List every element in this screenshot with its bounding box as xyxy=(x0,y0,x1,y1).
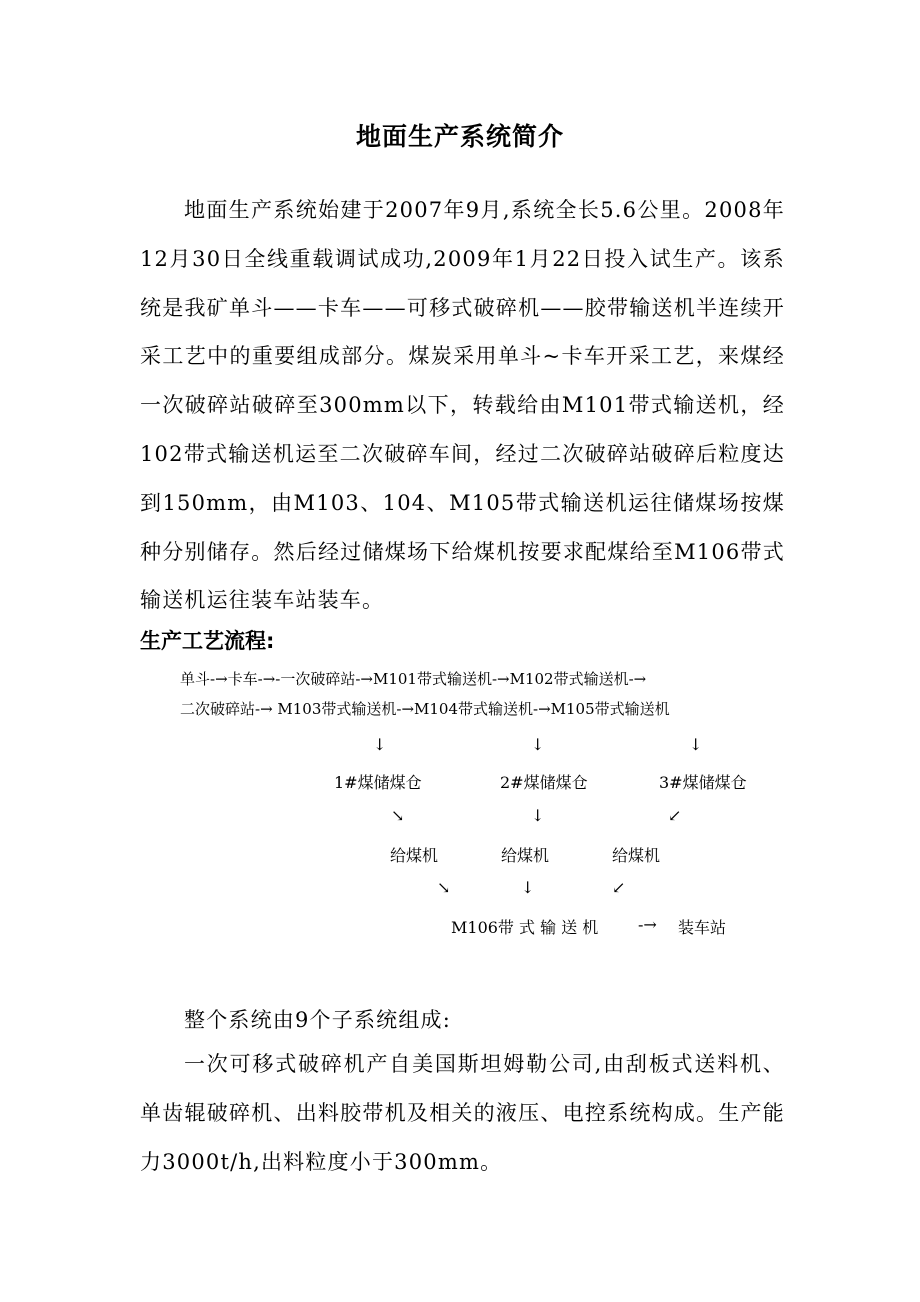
feeder-1: 给煤机 xyxy=(390,846,439,865)
diagonal-left-arrow-icon: ↙ xyxy=(668,806,682,825)
diagonal-right-arrow-icon: ↘ xyxy=(437,878,451,897)
down-arrow-icon: ↓ xyxy=(521,878,535,897)
bunker-2: 2#煤储煤仓 xyxy=(500,773,588,792)
down-arrow-icon: ↓ xyxy=(689,735,703,754)
bunker-3: 3#煤储煤仓 xyxy=(659,773,747,792)
subsystems-intro: 整个系统由9个子系统组成: xyxy=(184,1008,452,1032)
down-arrow-icon: ↓ xyxy=(531,735,545,754)
document-title: 地面生产系统简介 xyxy=(355,122,564,151)
flow-line-2: 二次破碎站-→ M103带式输送机-→M104带式输送机-→M105带式输送机 xyxy=(180,700,670,718)
bunker-1: 1#煤储煤仓 xyxy=(334,773,422,792)
feeder-2: 给煤机 xyxy=(501,846,550,865)
m106-conveyor: M106带 式 输 送 机 xyxy=(451,918,599,937)
down-arrow-icon: ↓ xyxy=(531,806,545,825)
intro-paragraph: 地面生产系统始建于2007年9月,系统全长5.6公里。2008年12月30日全线重载调试成功,2009年1月22日投入试生产。该系统是我矿单斗——卡车——可移式破碎机——胶带输送机半连续开采工艺中的重要组成部分。煤炭采用单斗~卡车开采工艺，来煤经一次破碎站破碎至300mm以下，转载给由M101带式输送机，经102带式输送机运至二次破碎车间，经过二次破碎站破碎后粒度达到150mm，由M103、104、M105带式输送机运往储煤场按煤种分别储存。然后经过储煤场下给煤机按要求配煤给至M106带式输送机运往装车站装车。 xyxy=(140,198,785,613)
process-flow-heading: 生产工艺流程: xyxy=(140,629,275,653)
feeder-3: 给煤机 xyxy=(612,846,661,865)
right-arrow-icon: -→ xyxy=(638,915,657,934)
diagonal-right-arrow-icon: ↘ xyxy=(391,806,405,825)
crusher-description: 一次可移式破碎机产自美国斯坦姆勒公司,由刮板式送料机、单齿辊破碎机、出料胶带机及相关的液压、电控系统构成。生产能力3000t/h,出料粒度小于300mm。 xyxy=(140,1052,785,1174)
flow-line-1: 单斗-→卡车-→-一次破碎站-→M101带式输送机-→M102带式输送机-→ xyxy=(180,670,647,688)
down-arrow-icon: ↓ xyxy=(373,735,387,754)
loading-station: 装车站 xyxy=(678,918,727,937)
diagonal-left-arrow-icon: ↙ xyxy=(612,878,626,897)
